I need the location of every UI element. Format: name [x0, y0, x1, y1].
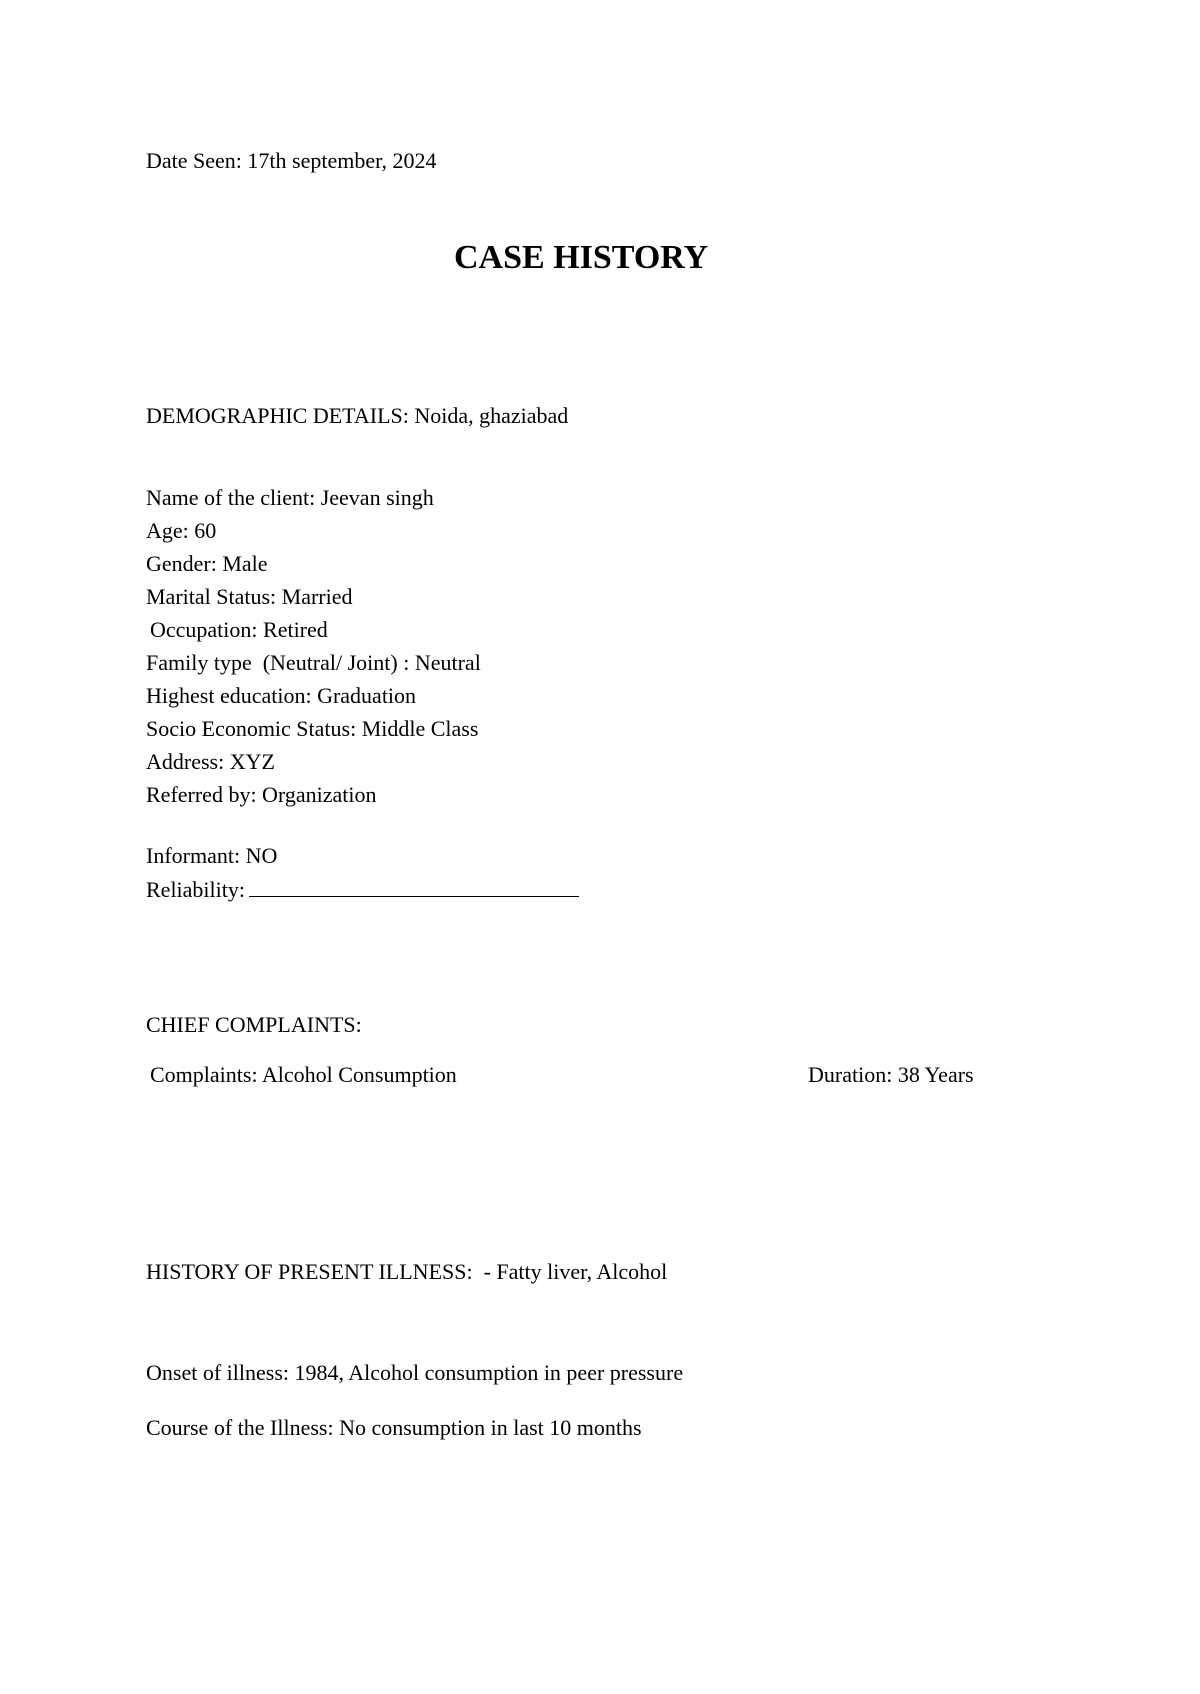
duration: Duration: 38 Years: [808, 1062, 974, 1087]
family-type: Family type (Neutral/ Joint) : Neutral: [146, 650, 481, 675]
referred-by: Referred by: Organization: [146, 782, 377, 807]
demographic-details: [146, 403, 568, 429]
onset-of-illness: Onset of illness: 1984, Alcohol consumption in peer pressure: [146, 1360, 684, 1385]
client-age: Age: 60: [146, 518, 217, 543]
reliability-line: [146, 876, 579, 903]
marital-status: Marital Status: Married: [146, 584, 353, 609]
highest-education: Highest education: Graduation: [146, 683, 417, 708]
reliability-label: Reliability:: [146, 877, 245, 902]
history-present-illness: HISTORY OF PRESENT ILLNESS: - Fatty liver, Alcohol: [146, 1259, 668, 1284]
client-name: Name of the client: Jeevan singh: [146, 485, 434, 510]
chief-complaints-heading: CHIEF COMPLAINTS:: [146, 1012, 362, 1037]
complaints: Complaints: Alcohol Consumption: [150, 1062, 457, 1087]
demographic-label: DEMOGRAPHIC DETAILS:: [146, 403, 409, 428]
address: Address: XYZ: [146, 749, 275, 774]
occupation: Occupation: Retired: [150, 617, 328, 642]
client-gender: Gender: Male: [146, 551, 268, 576]
page-title: CASE HISTORY: [454, 239, 709, 276]
reliability-blank: [249, 876, 579, 897]
date-seen: Date Seen: 17th september, 2024: [146, 148, 437, 173]
socio-economic-status: Socio Economic Status: Middle Class: [146, 716, 479, 741]
course-of-illness: Course of the Illness: No consumption in last 10 months: [146, 1415, 642, 1440]
informant: Informant: NO: [146, 843, 278, 868]
demographic-value: Noida, ghaziabad: [408, 403, 569, 428]
